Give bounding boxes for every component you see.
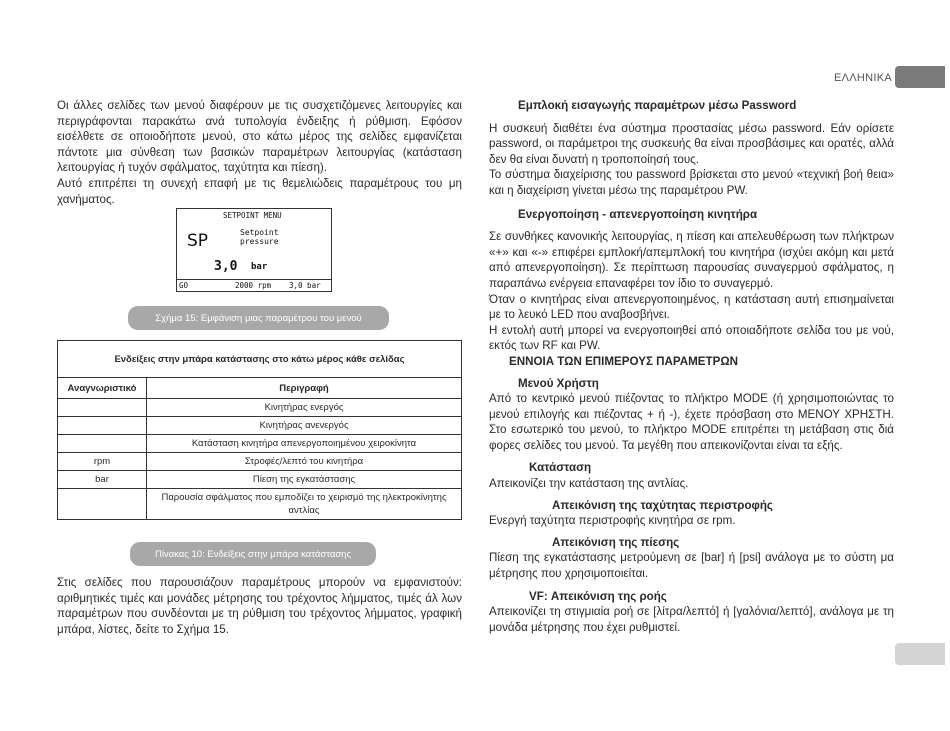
- lcd-bar: 3,0 bar: [289, 281, 321, 290]
- motor-paragraph-2: Όταν ο κινητήρας είναι απενεργοποιημένος, η κατάσταση αυτή επισημαίνεται με το λευκό LED που αναβοσβήνει.: [489, 292, 894, 322]
- lcd-menu-title: SETPOINT MENU: [223, 211, 282, 220]
- table-header-desc: Περιγραφή: [147, 378, 462, 399]
- table-cell-id: rpm: [58, 453, 147, 471]
- table-row: [58, 489, 462, 520]
- table-cell-desc: Κινητήρας ενεργός: [147, 399, 462, 417]
- rotation-paragraph: Ενεργή ταχύτητα περιστροφής κινητήρα σε rpm.: [489, 514, 736, 528]
- heading-motor: Ενεργοποίηση - απενεργοποίηση κινητήρα: [518, 207, 758, 221]
- page-tab: [895, 643, 945, 665]
- table-cell-id: [58, 435, 147, 453]
- intro-paragraph: Οι άλλες σελίδες των μενού διαφέρουν με τις συσχετιζόμενες λειτουργίες και περιγράφονται παρακάτω ανά τυπολογία ένδειξης ή ρύθμιση. Εφόσον εισέλθετε σε οποιοδήποτε μενού, στο κάτω μέρος της σελίδες εμφανίζεται πάντοτε μια σύνθεση των βασικών παραμέτρων λειτουργίας (κατάσταση λειτουργίας ή τυχόν σφάλματος, ταχύτητα και πίεση).: [57, 99, 462, 175]
- heading-rotation-speed: Απεικόνιση της ταχύτητας περιστροφής: [552, 498, 773, 512]
- lcd-status: GO: [179, 281, 189, 290]
- left-bottom-text: [57, 575, 462, 637]
- lcd-rpm: 2000 rpm: [235, 281, 272, 290]
- table-cell-desc: Κινητήρας ανενεργός: [147, 417, 462, 435]
- figure-caption: Σχήμα 15: Εμφάνιση μιας παραμέτρου του μενού: [128, 306, 389, 330]
- status-bar-table: [57, 340, 462, 520]
- lcd-param-code: SP: [187, 231, 209, 251]
- right-column: [489, 98, 894, 635]
- intro-paragraph-2: Αυτό επιτρέπει τη συνεχή επαφή με τις θεμελιώδεις παραμέτρους του μη χανήματος.: [57, 176, 462, 206]
- left-column: [57, 98, 462, 207]
- motor-paragraph-3: Η εντολή αυτή μπορεί να ενεργοποιηθεί από οποιαδήποτε σελίδα του με νού, εκτός των RF και PW.: [489, 323, 894, 353]
- lcd-value: 3,0: [214, 259, 238, 274]
- table-row: [58, 399, 462, 417]
- heading-user-menu: Μενού Χρήστη: [518, 376, 599, 390]
- heading-password: Εμπλοκή εισαγωγής παραμέτρων μέσω Password: [518, 99, 797, 112]
- table-cell-desc: Κατάσταση κινητήρα απενεργοποιημένου χειροκίνητα: [147, 435, 462, 453]
- pressure-paragraph: Πίεση της εγκατάστασης μετρούμενη σε [bar] ή [psi] ανάλογα με το σύστη μα μέτρησης που χρησιμοποιείται.: [489, 551, 894, 581]
- table-row: [58, 471, 462, 489]
- table-cell-desc: Παρουσία σφάλματος που εμποδίζει το χειρισμό της ηλεκτροκίνητης αντλίας: [147, 489, 462, 520]
- heading-pressure: Απεικόνιση της πίεσης: [552, 535, 680, 549]
- lcd-desc-1: Setpoint: [240, 228, 279, 237]
- table-header-id: Αναγνωριστικό: [58, 378, 147, 399]
- params-paragraph: Στις σελίδες που παρουσιάζουν παραμέτρους μπορούν να εμφανιστούν: αριθμητικές τιμές και μονάδες μέτρησης του τρέχοντος λήμματος, τιμές άλ λων παραμέτρων που συνδέονται με τη ρύθμιση του τρέχοντος λήμματος, γραφική μπάρα, λίστες, δείτε το Σχήμα 15.: [57, 576, 462, 636]
- table-cell-desc: Πίεση της εγκατάστασης: [147, 471, 462, 489]
- table-row: [58, 435, 462, 453]
- motor-paragraph: Σε συνθήκες κανονικής λειτουργίας, η πίεση και απελευθέρωση των πλήκτρων «+» και «-» επιφέρει εμπλοκή/απεμπλοκή του κινητήρα (ισχύει ακόμη και μετά από απενεργοποίηση). Σε περίπτωση παρουσίας συναγερμού σφάλματος, η παραπάνω ενέργεια επαναφέρει τον ίδιο το συναγερμό.: [489, 230, 894, 290]
- table-caption: Πίνακας 10: Ενδείξεις στην μπάρα κατάστασης: [130, 542, 376, 566]
- password-paragraph-2: Το σύστημα διαχείρισης του password βρίσκεται στο μενού «τεχνική βοή θεια» και η διαχείριση γίνεται μέσω της παραμέτρου PW.: [489, 168, 894, 197]
- status-paragraph: Απεικονίζει την κατάσταση της αντλίας.: [489, 477, 689, 491]
- flow-paragraph: Απεικονίζει τη στιγμιαία ροή σε [λίτρα/λεπτό] ή [γαλόνια/λεπτό], ανάλογα με τη μονάδα μέτρησης που έχει ρυθμιστεί.: [489, 605, 894, 634]
- table-cell-id: [58, 489, 147, 520]
- user-menu-paragraph: Από το κεντρικό μενού πιέζοντας το πλήκτρο MODE (ή χρησιμοποιώντας το μενού επιλογής και πιέζοντας + ή -), έχετε πρόσβαση στο ΜΕΝΟΥ ΧΡΗΣΤΗ. Στο εσωτερικό του μενού, το πλήκτρο MODE επιτρέπει τη μετάβαση στις διά φορες σελίδες του μενού. Τα μεγέθη που απεικονίζονται είναι τα εξής.: [489, 392, 894, 452]
- password-paragraph: Η συσκευή διαθέτει ένα σύστημα προστασίας μέσω password. Εάν ορίσετε password, οι παράμετροι της συσκευής θα είναι προσβάσιμες και ορατές, αλλά δεν θα είναι δυνατή η τροποποίησή τους.: [489, 121, 894, 166]
- table-cell-id: [58, 399, 147, 417]
- table-cell-id: [58, 417, 147, 435]
- section-tab: [895, 66, 945, 88]
- lcd-desc-2: pressure: [240, 237, 279, 246]
- table-row: [58, 417, 462, 435]
- heading-flow: VF: Απεικόνιση της ροής: [529, 589, 667, 603]
- table-title: Ενδείξεις στην μπάρα κατάστασης στο κάτω μέρος κάθε σελίδας: [58, 341, 462, 378]
- table-cell-desc: Στροφές/λεπτό του κινητήρα: [147, 453, 462, 471]
- lcd-display-figure: [176, 208, 332, 292]
- table-cell-id: bar: [58, 471, 147, 489]
- table-row: [58, 453, 462, 471]
- heading-status: Κατάσταση: [529, 461, 592, 475]
- lcd-status-divider: [177, 279, 331, 280]
- heading-parameters: ΕΝΝΟΙΑ ΤΩΝ ΕΠΙΜΕΡΟΥΣ ΠΑΡΑΜΕΤΡΩΝ: [509, 354, 738, 368]
- lcd-unit: bar: [251, 262, 268, 272]
- language-label: ΕΛΛΗΝΙΚΑ: [833, 72, 892, 84]
